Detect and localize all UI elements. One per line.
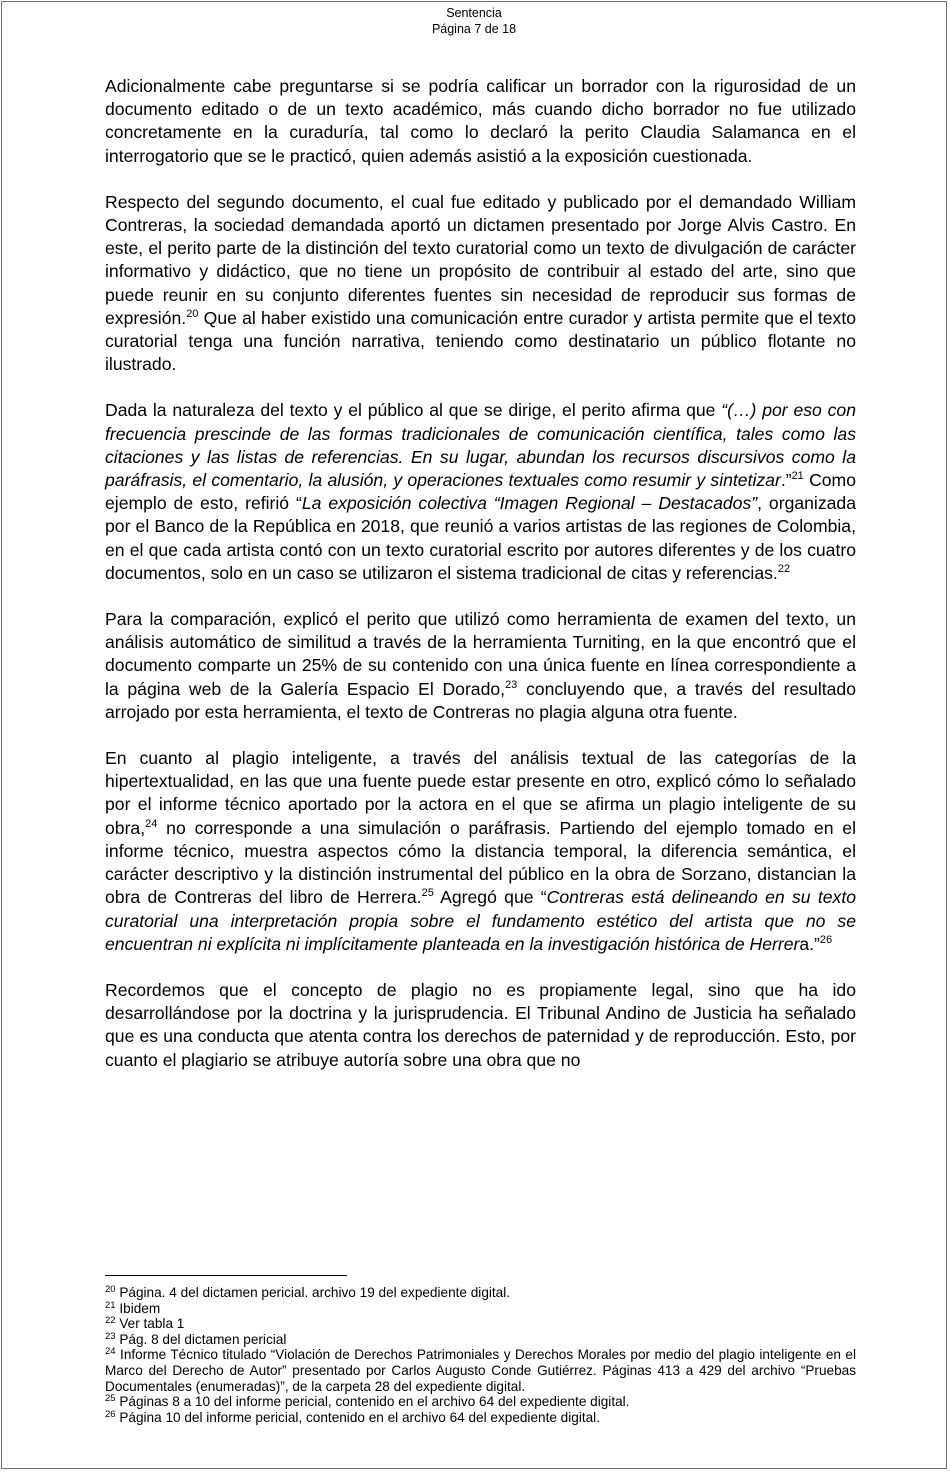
paragraph-text: Recordemos que el concepto de plagio no es propiamente legal, sino que ha ido desarrollándose por la doctrina y la jurisprudencia. El Tribunal Andino de Justicia ha señalado que es una conducta que atenta contra los derechos de paternidad y de reproducción. Esto, por cuanto el plagiario se atribuye autoría sobre una obra que no — [105, 979, 856, 1070]
footnote-reference: 25 — [421, 887, 434, 900]
paragraph-text: Respecto del segundo documento, el cual fue editado y publicado por el demandado William Contreras, la sociedad demandada aportó un dictamen presentado por Jorge Alvis Castro. En este, el perito parte de la distinción del texto curatorial como un texto de divulgación de carácter informativo y didáctico, que no tiene un propósito de contribuir al estado del arte, sino que puede reunir en su conjunto diferentes fuentes sin necesidad de reproducir sus formas de expresión. — [105, 191, 856, 328]
body-paragraph — [105, 75, 856, 168]
footnote — [105, 1332, 856, 1348]
footnote — [105, 1394, 856, 1410]
footnote-text: Ver tabla 1 — [115, 1316, 185, 1332]
quoted-text: La exposición colectiva “Imagen Regional – Destacados” — [301, 493, 758, 514]
footnote-number: 24 — [105, 1346, 116, 1358]
footnote-number: 26 — [105, 1408, 116, 1420]
footnote-number: 23 — [105, 1330, 116, 1342]
footnote-text: Informe Técnico titulado “Violación de Derechos Patrimoniales y Derechos Morales por medio del plagio inteligente en el Marco del Derecho de Autor” presentado por Carlos Augusto Conde Gutiérrez. Páginas 413 a 429 del archivo “Pruebas Documentales (enumeradas)”, de la carpeta 28 del expediente digital. — [105, 1347, 856, 1394]
paragraph-text: a.” — [799, 933, 820, 954]
paragraph-text: Adicionalmente cabe preguntarse si se podría calificar un borrador con la rigurosidad de un documento editado o de un texto académico, más cuando dicho borrador no fue utilizado concretamente en la curaduría, tal como lo declaró la perito Claudia Salamanca en el interrogatorio que se le practicó, quien además asistió a la exposición cuestionada. — [105, 76, 856, 166]
body-paragraph — [105, 747, 856, 956]
footnote-text: Pág. 8 del dictamen pericial — [115, 1331, 287, 1347]
footnote-text: Página 10 del informe pericial, contenido en el archivo 64 del expediente digital. — [115, 1409, 600, 1425]
paragraph-text: , organizada por el Banco de la República en 2018, que reunió a varios artistas de las regiones de Colombia, en el que cada artista contó con un texto curatorial escrito por autores diferentes y de los cuatro documentos, solo en un caso se utilizaron el sistema tradicional de citas y referencias. — [105, 493, 856, 583]
footnote-reference: 22 — [777, 562, 791, 575]
footnote-reference: 23 — [505, 678, 518, 691]
paragraph-text: En cuanto al plagio inteligente, a través del análisis textual de las categorías de la hipertextualidad, en las que una fuente puede estar presente en otro, explicó cómo lo señalado por el informe técnico aportado por la actora en el que se afirma un plagio inteligente de su obra, — [105, 748, 856, 838]
paragraph-text: Agregó que “ — [433, 887, 547, 908]
footnote-text: Página. 4 del dictamen pericial. archivo 19 del expediente digital. — [115, 1285, 511, 1300]
paragraph-text: .” — [780, 470, 792, 491]
document-body — [105, 75, 856, 1095]
footnote-number: 22 — [105, 1315, 116, 1327]
footnote-separator — [105, 1275, 347, 1276]
paragraph-text: Para la comparación, explicó el perito que utilizó como herramienta de examen del texto, un análisis automático de similitud a través de la herramienta Turniting, en la que encontró que el documento comparte un 25% de su contenido con una única fuente en línea correspondiente a la página web de la Galería Espacio El Dorado, — [105, 609, 856, 699]
page-header — [2, 5, 946, 37]
page-number: Página 7 de 18 — [431, 22, 517, 36]
document-page — [1, 1, 947, 1469]
footnotes-section — [105, 1275, 856, 1425]
footnote-text: Páginas 8 a 10 del informe pericial, contenido en el archivo 64 del expediente digital. — [115, 1394, 630, 1410]
document-title: Sentencia — [446, 6, 502, 20]
quoted-text: Contreras está delineando en su texto curatorial una interpretación propia sobre el fundamento estético del artista que no se encuentran ni explícita ni implícitamente planteada en la investigación histórica de Herrer — [105, 887, 856, 954]
body-paragraph — [105, 608, 856, 724]
footnote-number: 21 — [105, 1299, 116, 1311]
body-paragraph — [105, 979, 856, 1072]
footnote-text: Ibidem — [115, 1300, 161, 1316]
footnote-number: 20 — [105, 1284, 116, 1295]
footnote-reference: 26 — [819, 933, 833, 946]
quoted-text: “(…) por eso con frecuencia prescinde de las formas tradicionales de comunicación científica, tales como las citaciones y las listas de referencias. En su lugar, abundan los recursos discursivos como la paráfrasis, el comentario, la alusión, y operaciones textuales como resumir y sintetizar — [105, 400, 856, 491]
footnote-reference: 20 — [186, 307, 199, 320]
paragraph-text: no corresponde a una simulación o paráfrasis. Partiendo del ejemplo tomado en el informe técnico, muestra aspectos cómo la distancia temporal, la diferencia semántica, el carácter descriptivo y la distinción instrumental del público en la obra de Sorzano, distancian la obra de Contreras del libro de Herrera. — [105, 817, 856, 908]
paragraph-text: Como ejemplo de esto, refirió “ — [105, 470, 856, 514]
footnote-number: 25 — [105, 1393, 116, 1405]
body-paragraph — [105, 399, 856, 585]
footnote — [105, 1316, 856, 1332]
footnote — [105, 1410, 856, 1426]
paragraph-text: Que al haber existido una comunicación entre curador y artista permite que el texto curatorial tenga una función narrativa, teniendo como destinatario un público flotante no ilustrado. — [105, 307, 856, 375]
footnote — [105, 1347, 856, 1394]
paragraph-text: Dada la naturaleza del texto y el público al que se dirige, el perito afirma que — [105, 400, 722, 421]
footnote-reference: 24 — [145, 817, 158, 830]
footnote-reference: 21 — [791, 470, 804, 483]
footnote — [105, 1301, 856, 1317]
body-paragraph — [105, 191, 856, 377]
paragraph-text: concluyendo que, a través del resultado arrojado por esta herramienta, el texto de Contreras no plagia alguna otra fuente. — [105, 678, 856, 722]
footnote — [105, 1285, 856, 1301]
footnote-list — [105, 1285, 856, 1425]
